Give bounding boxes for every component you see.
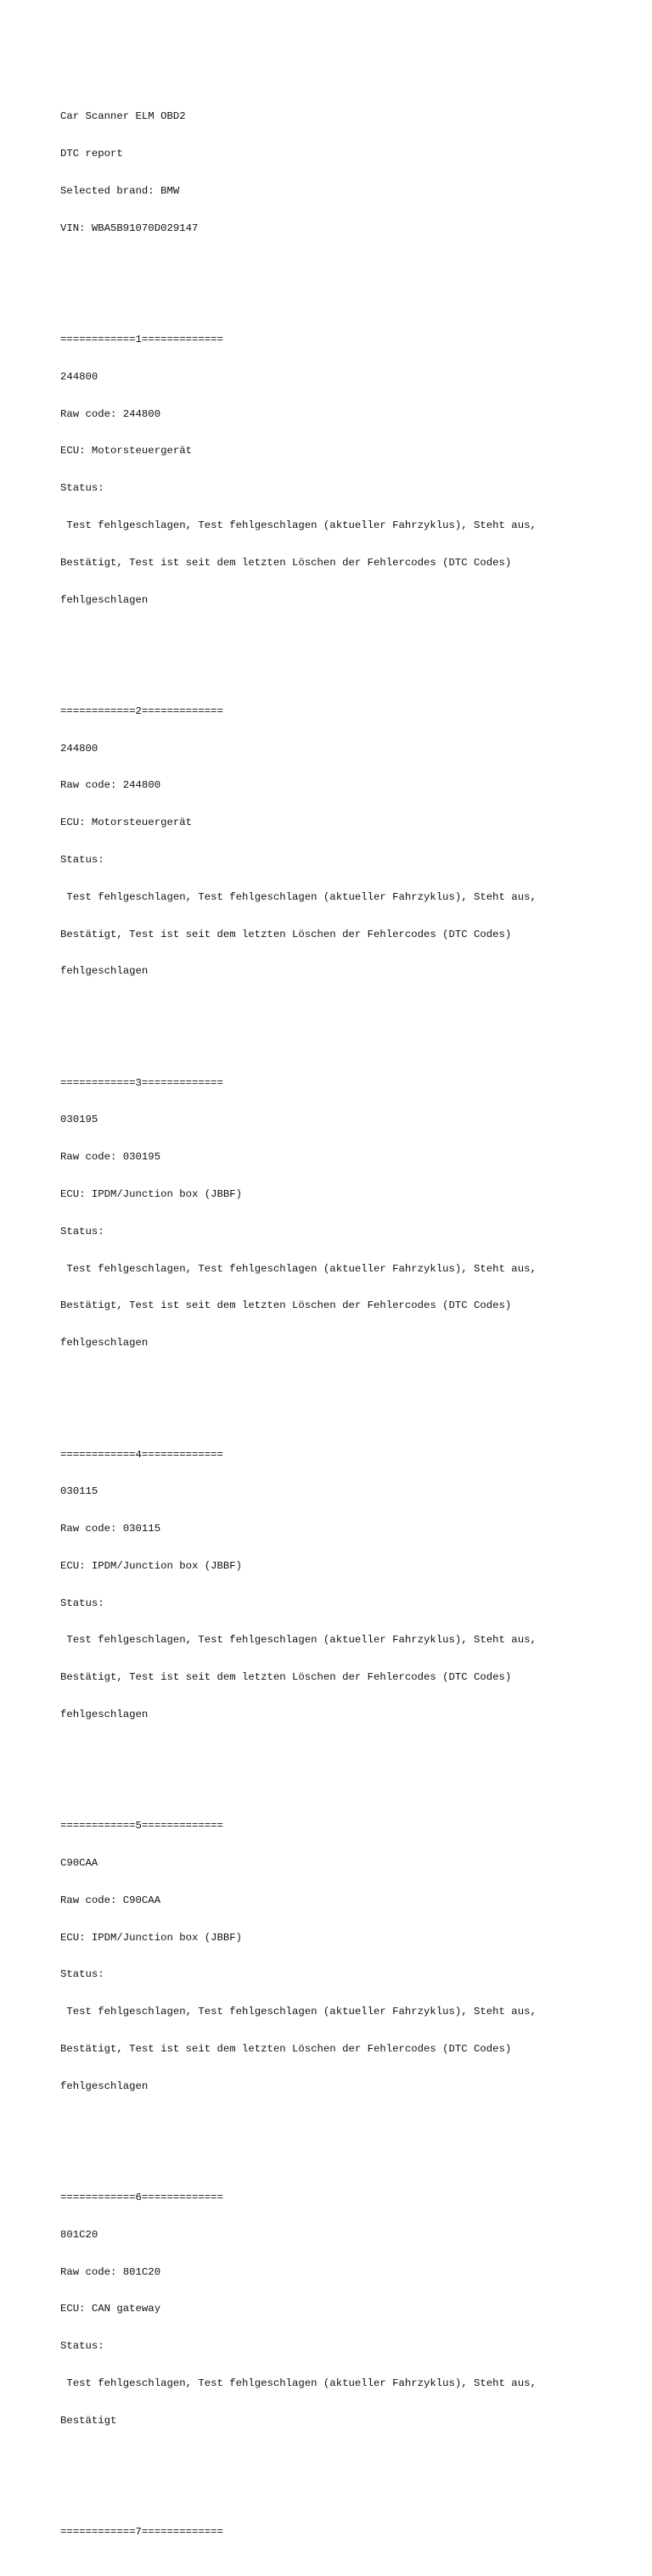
status-text-line: fehlgeschlagen [60, 965, 149, 978]
status-text-line: Bestätigt, Test ist seit dem letzten Löschen der Fehlercodes (DTC Codes) [60, 1671, 512, 1684]
ecu-line: ECU: CAN gateway [60, 2303, 161, 2315]
report-type: DTC report [60, 148, 123, 160]
dtc-code: 244800 [60, 370, 98, 383]
dtc-code: 030115 [60, 1485, 98, 1498]
ecu-line: ECU: Motorsteuergerät [60, 817, 192, 829]
raw-code: Raw code: 244800 [60, 779, 161, 792]
status-label: Status: [60, 1597, 104, 1609]
vin-line: VIN: WBA5B91070D029147 [60, 222, 199, 234]
entry-separator: ============2============= [60, 704, 223, 717]
status-text-line: fehlgeschlagen [60, 593, 149, 606]
status-text-line: Test fehlgeschlagen, Test fehlgeschlagen (aktueller Fahrzyklus), Steht aus, [60, 890, 537, 903]
status-text-line: fehlgeschlagen [60, 2079, 149, 2092]
status-text-line: fehlgeschlagen [60, 1337, 149, 1350]
dtc-report-document [60, 61, 638, 2576]
report-header [60, 86, 638, 259]
ecu-line: ECU: IPDM/Junction box (JBBF) [60, 1188, 243, 1201]
raw-code: Raw code: 030195 [60, 1151, 161, 1164]
status-text-line: fehlgeschlagen [60, 1708, 149, 1720]
entry-separator: ============3============= [60, 1076, 223, 1089]
dtc-entry [60, 2501, 638, 2563]
status-label: Status: [60, 482, 104, 495]
status-text-line: Test fehlgeschlagen, Test fehlgeschlagen (aktueller Fahrzyklus), Steht aus, [60, 1262, 537, 1275]
status-label: Status: [60, 1968, 104, 1981]
raw-code: Raw code: 801C20 [60, 2265, 161, 2278]
entry-separator: ============6============= [60, 2192, 223, 2204]
status-text-line: Test fehlgeschlagen, Test fehlgeschlagen (aktueller Fahrzyklus), Steht aus, [60, 1634, 537, 1647]
ecu-line: ECU: IPDM/Junction box (JBBF) [60, 1931, 243, 1944]
dtc-code: 244800 [60, 742, 98, 755]
entry-separator: ============7============= [60, 2526, 223, 2539]
dtc-code: 030195 [60, 1114, 98, 1126]
status-text-line: Bestätigt, Test ist seit dem letzten Löschen der Fehlercodes (DTC Codes) [60, 1299, 512, 1312]
entry-separator: ============1============= [60, 334, 223, 346]
dtc-entry [60, 1795, 638, 2117]
raw-code: Raw code: C90CAA [60, 1894, 161, 1906]
status-text-line: Test fehlgeschlagen, Test fehlgeschlagen (aktueller Fahrzyklus), Steht aus, [60, 2377, 537, 2390]
dtc-entry [60, 1423, 638, 1745]
dtc-entry [60, 1052, 638, 1374]
dtc-code: C90CAA [60, 1857, 98, 1870]
status-text-line: Bestätigt, Test ist seit dem letzten Löschen der Fehlercodes (DTC Codes) [60, 556, 512, 569]
raw-code: Raw code: 030115 [60, 1523, 161, 1535]
status-label: Status: [60, 2340, 104, 2353]
dtc-code: 801C20 [60, 2228, 98, 2241]
status-text-line: Bestätigt, Test ist seit dem letzten Löschen der Fehlercodes (DTC Codes) [60, 928, 512, 940]
status-label: Status: [60, 854, 104, 866]
status-text-line: Test fehlgeschlagen, Test fehlgeschlagen (aktueller Fahrzyklus), Steht aus, [60, 519, 537, 531]
raw-code: Raw code: 244800 [60, 407, 161, 420]
status-text-line: Test fehlgeschlagen, Test fehlgeschlagen (aktueller Fahrzyklus), Steht aus, [60, 2006, 537, 2018]
status-text-line: Bestätigt [60, 2414, 117, 2427]
entry-separator: ============5============= [60, 1820, 223, 1832]
entry-separator: ============4============= [60, 1448, 223, 1461]
selected-brand: Selected brand: BMW [60, 184, 180, 197]
status-text-line: Bestätigt, Test ist seit dem letzten Löschen der Fehlercodes (DTC Codes) [60, 2043, 512, 2055]
dtc-entry [60, 681, 638, 1002]
app-title: Car Scanner ELM OBD2 [60, 110, 186, 123]
status-label: Status: [60, 1225, 104, 1237]
dtc-entry [60, 309, 638, 631]
dtc-entry [60, 2167, 638, 2452]
ecu-line: ECU: IPDM/Junction box (JBBF) [60, 1559, 243, 1572]
ecu-line: ECU: Motorsteuergerät [60, 445, 192, 457]
